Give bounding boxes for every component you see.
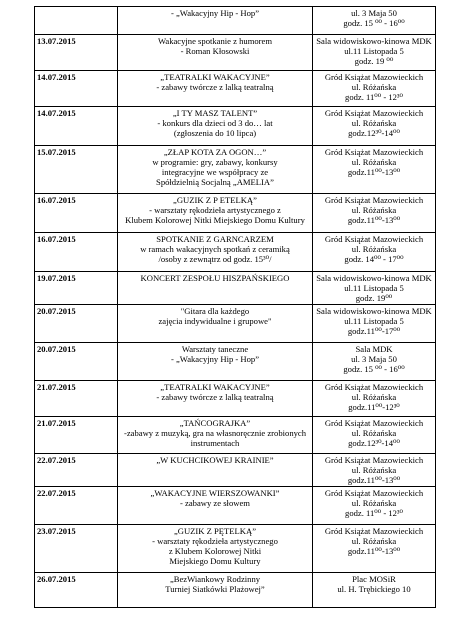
event-date: 20.07.2015 xyxy=(35,305,118,343)
location-line: ul. Różańska xyxy=(351,428,397,438)
event-date: 21.07.2015 xyxy=(35,417,118,454)
event-description xyxy=(118,233,313,272)
location-line: godz. 11⁰⁰ - 12³⁰ xyxy=(345,508,403,518)
event-date: 22.07.2015 xyxy=(35,487,118,525)
event-line: „TEATRALKI WAKACYJNE” xyxy=(160,382,270,392)
location-line: godz. 15 ⁰⁰ - 16⁰⁰ xyxy=(343,364,405,374)
table-row xyxy=(35,71,436,107)
location-line: Sala widowiskowo-kinowa MDK xyxy=(316,306,432,316)
table-row xyxy=(35,343,436,381)
event-line: Turniej Siatkówki Plażowej” xyxy=(165,584,265,594)
location-line: godz. 19⁰⁰ xyxy=(355,293,393,303)
location-line: godz.11⁰⁰-12³⁰ xyxy=(348,402,400,412)
event-line: Miejskiego Domu Kultury xyxy=(169,556,261,566)
event-description xyxy=(118,381,313,417)
event-date: 14.07.2015 xyxy=(35,107,118,146)
location-line: godz.12³⁰-14⁰⁰ xyxy=(348,128,400,138)
table-row xyxy=(35,194,436,233)
table-row xyxy=(35,454,436,487)
event-date: 19.07.2015 xyxy=(35,272,118,305)
event-line: Klubem Kolorowej Nitki Miejskiego Domu Kultury xyxy=(125,215,305,225)
table-row xyxy=(35,35,436,71)
event-line: „W KUCHCIKOWEJ KRAINIE” xyxy=(156,455,274,465)
event-line: - zabawy twórcze z lalką teatralną xyxy=(156,392,274,402)
location-line: godz.12³⁰-14⁰⁰ xyxy=(348,438,400,448)
location-line: Gród Książat Mazowieckich xyxy=(324,147,424,157)
event-date: 16.07.2015 xyxy=(35,194,118,233)
event-line: - zabawy twórcze z lalką teatralną xyxy=(156,82,274,92)
event-line: „GUZIK Z PĘTELKĄ” xyxy=(173,526,257,536)
event-line: „WAKACYJNE WIERSZOWANKI” xyxy=(150,488,280,498)
event-line: zajęcia indywidualne i grupowe" xyxy=(158,316,272,326)
location-line: ul. Różańska xyxy=(351,205,397,215)
event-date: 21.07.2015 xyxy=(35,381,118,417)
location-line: godz. 14⁰⁰ - 17⁰⁰ xyxy=(344,254,404,264)
event-location xyxy=(313,146,436,194)
location-line: ul. H. Trębickiego 10 xyxy=(337,584,411,594)
event-description xyxy=(118,454,313,487)
table-row xyxy=(35,146,436,194)
location-line: ul. Różańska xyxy=(351,392,397,402)
location-line: godz.11⁰⁰-13⁰⁰ xyxy=(347,167,401,177)
event-description xyxy=(118,272,313,305)
event-line: - warsztaty rękodzieła artystycznego xyxy=(152,536,278,546)
event-location xyxy=(313,487,436,525)
event-line: integracyjne we współpracy ze xyxy=(161,167,269,177)
table-row xyxy=(35,272,436,305)
location-line: godz. 15 ⁰⁰ - 16⁰⁰ xyxy=(343,18,405,28)
event-line: „BezWiankowy Rodzinny xyxy=(169,574,261,584)
event-line: /osoby z zewnątrz od godz. 15³⁰/ xyxy=(158,254,272,264)
table-row xyxy=(35,305,436,343)
table-row xyxy=(35,525,436,573)
event-line: - „Wakacyjny Hip - Hop” xyxy=(170,8,260,18)
location-line: ul.11 Listopada 5 xyxy=(344,283,404,293)
event-description xyxy=(118,146,313,194)
event-line: - „Wakacyjny Hip - Hop” xyxy=(170,354,260,364)
event-description xyxy=(118,7,313,35)
event-line: „GUZIK Z P ETELKĄ” xyxy=(173,195,257,205)
event-line: - warsztaty rękodzieła artystycznego z xyxy=(149,205,281,215)
location-line: ul. Różańska xyxy=(351,465,397,475)
event-description xyxy=(118,305,313,343)
event-description xyxy=(118,194,313,233)
event-location xyxy=(313,305,436,343)
event-location xyxy=(313,417,436,454)
event-line: instrumentach xyxy=(190,438,240,448)
location-line: Gród Książat Mazowieckich xyxy=(324,418,424,428)
event-line: Wakacyjne spotkanie z humorem xyxy=(157,36,273,46)
event-date: 13.07.2015 xyxy=(35,35,118,71)
event-date: 16.07.2015 xyxy=(35,233,118,272)
event-location xyxy=(313,525,436,573)
location-line: godz.11⁰⁰-13⁰⁰ xyxy=(347,475,401,485)
event-date xyxy=(35,7,118,35)
event-location xyxy=(313,454,436,487)
table-row xyxy=(35,417,436,454)
location-line: ul. 3 Maja 50 xyxy=(351,8,397,18)
location-line: Gród Książat Mazowieckich xyxy=(324,72,424,82)
location-line: ul. Różańska xyxy=(351,82,397,92)
location-line: Gród Książat Mazowieckich xyxy=(324,234,424,244)
location-line: Gród Książat Mazowieckich xyxy=(324,195,424,205)
location-line: Sala widowiskowo-kinowa MDK xyxy=(316,273,432,283)
event-date: 22.07.2015 xyxy=(35,454,118,487)
location-line: ul. Różańska xyxy=(351,536,397,546)
location-line: ul. Różańska xyxy=(351,244,397,254)
table-row xyxy=(35,573,436,608)
event-line: w programie: gry, zabawy, konkursy xyxy=(152,157,278,167)
location-line: Gród Książat Mazowieckich xyxy=(324,526,424,536)
event-line: KONCERT ZESPOŁU HISZPAŃSKIEGO xyxy=(140,273,290,283)
event-date: 23.07.2015 xyxy=(35,525,118,573)
event-line: (zgłoszenia do 10 lipca) xyxy=(173,128,257,138)
event-date: 15.07.2015 xyxy=(35,146,118,194)
event-date: 14.07.2015 xyxy=(35,71,118,107)
location-line: Gród Książat Mazowieckich xyxy=(324,108,424,118)
location-line: ul.11 Listopada 5 xyxy=(344,46,404,56)
event-description xyxy=(118,573,313,608)
event-line: -zabawy z muzyką, gra na własnoręcznie zrobionych xyxy=(123,428,307,438)
event-description xyxy=(118,35,313,71)
event-location xyxy=(313,107,436,146)
location-line: Sala widowiskowo-kinowa MDK xyxy=(316,36,432,46)
table-row xyxy=(35,7,436,35)
location-line: Gród Książat Mazowieckich xyxy=(324,488,424,498)
event-location xyxy=(313,71,436,107)
location-line: godz. 19 ⁰⁰ xyxy=(354,56,394,66)
table-row xyxy=(35,381,436,417)
event-description xyxy=(118,525,313,573)
table-row xyxy=(35,487,436,525)
event-date: 20.07.2015 xyxy=(35,343,118,381)
event-line: „I TY MASZ TALENT” xyxy=(172,108,258,118)
event-line: - Roman Kłosowski xyxy=(180,46,250,56)
location-line: godz. 11⁰⁰ - 12³⁰ xyxy=(345,92,403,102)
location-line: godz.11⁰⁰-13⁰⁰ xyxy=(347,546,401,556)
event-location xyxy=(313,233,436,272)
event-line: - konkurs dla dzieci od 3 do… lat xyxy=(157,118,273,128)
event-description xyxy=(118,487,313,525)
event-location xyxy=(313,381,436,417)
event-line: „TAŃCOGRAJKA” xyxy=(179,418,251,428)
table-row xyxy=(35,107,436,146)
event-line: SPOTKANIE Z GARNCARZEM xyxy=(156,234,274,244)
location-line: Gród Książat Mazowieckich xyxy=(324,455,424,465)
event-line: - zabawy ze słowem xyxy=(180,498,250,508)
event-location xyxy=(313,35,436,71)
event-line: z Klubem Kolorowej Nitki xyxy=(168,546,262,556)
location-line: ul. 3 Maja 50 xyxy=(351,354,397,364)
event-line: Spółdzielnią Socjalną „AMELIA” xyxy=(156,177,274,187)
event-description xyxy=(118,417,313,454)
event-location xyxy=(313,573,436,608)
event-line: "Gitara dla każdego xyxy=(180,306,250,316)
event-location xyxy=(313,7,436,35)
event-description xyxy=(118,107,313,146)
location-line: godz.11⁰⁰-13⁰⁰ xyxy=(347,215,401,225)
event-location xyxy=(313,194,436,233)
event-description xyxy=(118,71,313,107)
event-date: 26.07.2015 xyxy=(35,573,118,608)
event-location xyxy=(313,343,436,381)
event-line: w ramach wakacyjnych spotkań z ceramiką xyxy=(140,244,290,254)
location-line: ul. Różańska xyxy=(351,498,397,508)
location-line: Gród Książat Mazowieckich xyxy=(324,382,424,392)
schedule-table xyxy=(34,6,436,608)
location-line: Plac MOSiR xyxy=(352,574,396,584)
location-line: ul. Różańska xyxy=(351,118,397,128)
table-row xyxy=(35,233,436,272)
schedule-body xyxy=(35,7,436,608)
location-line: ul.11 Listopada 5 xyxy=(344,316,404,326)
event-line: „ZŁAP KOTA ZA OGON…” xyxy=(163,147,267,157)
location-line: Sala MDK xyxy=(355,344,393,354)
event-line: Warsztaty taneczne xyxy=(181,344,249,354)
event-line: „TEATRALKI WAKACYJNE” xyxy=(160,72,270,82)
location-line: godz.11⁰⁰-17⁰⁰ xyxy=(347,326,401,336)
event-description xyxy=(118,343,313,381)
location-line: ul. Różańska xyxy=(351,157,397,167)
event-location xyxy=(313,272,436,305)
